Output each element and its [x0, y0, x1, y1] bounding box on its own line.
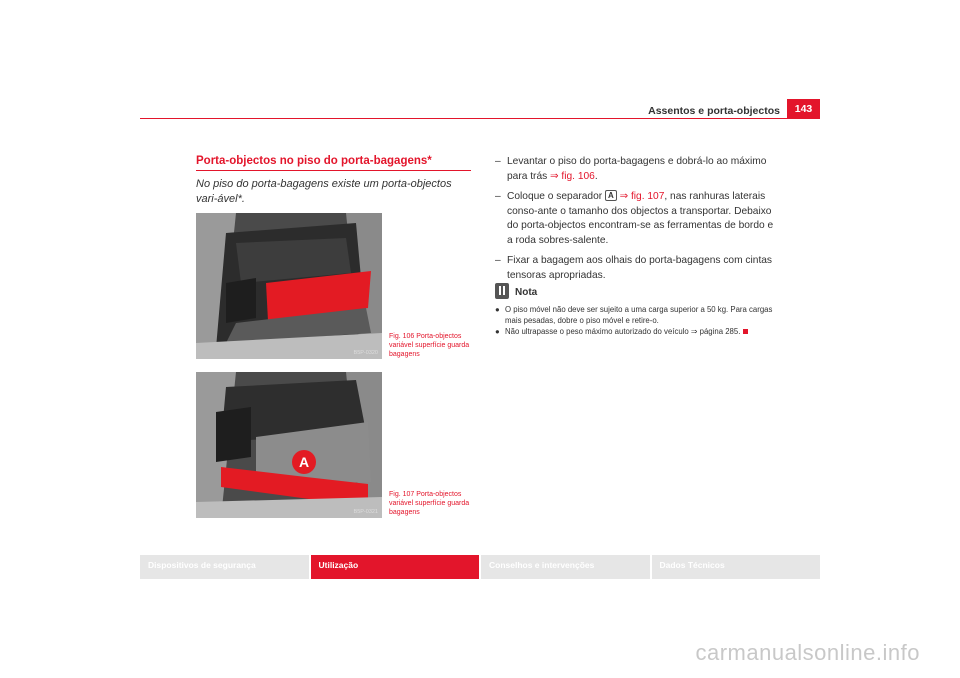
- step-item: [495, 155, 780, 184]
- figure-reference-link[interactable]: ⇒ fig. 106: [550, 170, 595, 182]
- page-number: 143: [787, 99, 820, 118]
- footer-nav: [140, 555, 820, 579]
- footer-tab-dados-tecnicos[interactable]: Dados Técnicos: [650, 555, 821, 579]
- footer-tab-utilizacao[interactable]: Utilização: [309, 555, 480, 579]
- step-item: [495, 190, 780, 248]
- section-end-icon: [743, 329, 748, 334]
- watermark: carmanualsonline.info: [695, 640, 920, 665]
- figure-107-image: [196, 372, 382, 518]
- note-item: [495, 326, 780, 337]
- note-list: [495, 304, 780, 337]
- footer-tab-dispositivos[interactable]: Dispositivos de segurança: [140, 555, 309, 579]
- footer-tab-conselhos[interactable]: Conselhos e intervenções: [479, 555, 650, 579]
- section-rule: [196, 170, 471, 171]
- step-text: Fixar a bagagem aos olhais do porta-bagagens com cintas tensoras apropriadas.: [507, 255, 773, 281]
- section-intro: No piso do porta-bagagens existe um porta-objectos vari-ável*.: [196, 178, 452, 205]
- figure-106-image: [196, 213, 382, 359]
- figure-reference-link[interactable]: ⇒ fig. 107: [616, 191, 665, 202]
- bullet-icon: ●: [495, 305, 500, 314]
- note-title: Nota: [515, 287, 538, 298]
- note-icon: [495, 283, 509, 299]
- note-item: [495, 304, 780, 326]
- figure-107-code: B5P-0321: [353, 509, 378, 515]
- note-item-text: Não ultrapasse o peso máximo autorizado do veículo ⇒ página 285.: [505, 327, 741, 336]
- note-heading: [495, 283, 695, 301]
- step-text: Levantar o piso do porta-bagagens e dobrá-lo ao máximo para trás: [507, 156, 767, 182]
- step-dash: –: [495, 191, 501, 202]
- step-dash: –: [495, 156, 501, 167]
- figure-106-code: B5P-0320: [353, 350, 378, 356]
- step-item: [495, 254, 780, 283]
- header-rule: [140, 118, 820, 119]
- callout-badge: A: [605, 190, 617, 201]
- note-item-text: O piso móvel não deve ser sujeito a uma carga superior a 50 kg. Para cargas mais pesadas, dobre o piso móvel e retire-o.: [505, 305, 773, 325]
- step-dash: –: [495, 255, 501, 266]
- step-text-tail: , nas ranhuras laterais conso-ante o tamanho dos objectos a transportar. Debaixo do porta-objectos encontram-se as ferramentas de bordo e a roda sobres-salente.: [507, 191, 774, 246]
- step-text: Coloque o separador: [507, 191, 605, 202]
- bullet-icon: ●: [495, 327, 500, 336]
- figure-107-caption: Fig. 107 Porta-objectos variável superfície guarda bagagens: [389, 491, 470, 516]
- step-text-tail: .: [594, 170, 598, 182]
- figure-107-callout-label: A: [298, 454, 310, 470]
- instruction-steps: [495, 155, 780, 289]
- running-head: Assentos e porta-objectos: [648, 105, 780, 117]
- figure-106-caption: Fig. 106 Porta-objectos variável superfície guarda bagagens: [389, 333, 470, 358]
- section-title: Porta-objectos no piso do porta-bagagens*: [196, 155, 432, 167]
